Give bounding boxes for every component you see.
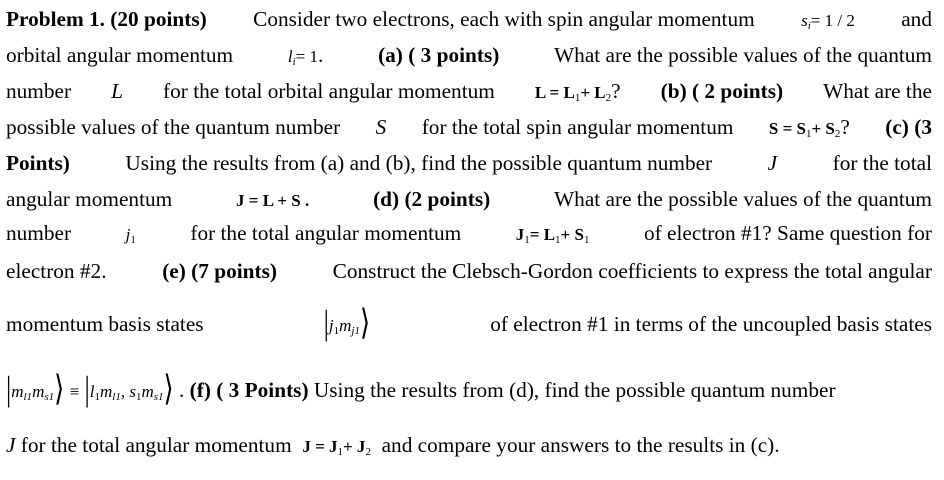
symbol-J-2: J [6,433,16,457]
and-word: and [901,7,932,31]
ket-l1ml-s1ms: $|l_1m_{l1}$, $s_1m_{s1}⟩$ [84,368,174,408]
spin-value: $s_i= 1 / 2$ [801,11,855,32]
text-number-2: number [6,221,72,245]
text-uncoupled: of electron #1 in terms of the uncoupled basis states [490,312,932,336]
part-e-label: (e) (7 points) [162,259,277,283]
eq-L: $L = L_1+ L_2$? [534,79,621,104]
eq-J2: $J = J_1+ J_2$ [302,437,371,458]
eq-J: J = L + S . [236,191,310,210]
text-angular-momentum: angular momentum [6,187,173,211]
line-6 [6,186,932,212]
part-b-label: (b) ( 2 points) [660,79,784,103]
ket-j1m: $|j_1m_{j1}⟩$ [323,302,371,342]
ket-ml-ms: $|m_{l1}m_{s1}⟩$ [6,368,65,408]
text-number: number [6,79,72,103]
part-c-label: (c) (3 [885,115,932,139]
line-10 [6,368,932,408]
symbol-J: J [767,151,778,175]
symbol-L: L [111,79,123,103]
part-a-text: What are the possible values of the quantum [554,43,932,67]
line-5 [6,150,932,176]
part-d-text: What are the possible values of the quantum [554,187,932,211]
line-3 [6,78,932,104]
intro-text: Consider two electrons, each with spin angular momentum [253,7,755,31]
line-11 [6,432,932,458]
symbol-S: S [375,115,387,139]
line-1 [6,6,932,32]
text-for-total-2: for the total angular momentum [20,433,292,457]
text-possible-values: possible values of the quantum number [6,115,341,139]
text-compare: and compare your answers to the results in (c). [381,433,780,457]
eq-S: $S = S_1+ S_2$? [768,115,850,140]
part-f-text: Using the results from (d), find the possible quantum number [313,378,836,402]
text-total-spin: for the total spin angular momentum [421,115,734,139]
part-f-label: (f) ( 3 Points) [189,378,309,402]
equiv-sign: ≡ [69,382,80,401]
text-orbital: orbital angular momentum [6,43,234,67]
part-c-label-cont: Points) [6,151,70,175]
line-4 [6,114,932,140]
text-electron-2: electron #2. [6,259,107,283]
text-total-orbital: for the total orbital angular momentum [163,79,495,103]
part-c-text: Using the results from (a) and (b), find the possible quantum number [125,151,713,175]
text-for-total: for the total [832,151,932,175]
line-7 [6,220,932,246]
text-total-angular: for the total angular momentum [190,221,462,245]
part-b-text: What are the [823,79,932,103]
line-2 [6,42,932,68]
period: . [179,378,185,402]
text-basis-states: momentum basis states [6,312,204,336]
eq-J1: $J_1= L_1+ S_1$ [515,225,590,246]
part-d-label: (d) (2 points) [373,187,491,211]
line-9 [6,302,932,342]
orbital-value: $l_i= 1$. [287,43,324,68]
part-a-label: (a) ( 3 points) [378,43,500,67]
text-electron-1: of electron #1? Same question for [643,221,932,245]
line-8 [6,258,932,284]
problem-heading: Problem 1. (20 points) [6,7,207,31]
part-e-text: Construct the Clebsch-Gordon coefficients to express the total angular [332,259,932,283]
symbol-j1: $j_1$ [125,225,136,246]
